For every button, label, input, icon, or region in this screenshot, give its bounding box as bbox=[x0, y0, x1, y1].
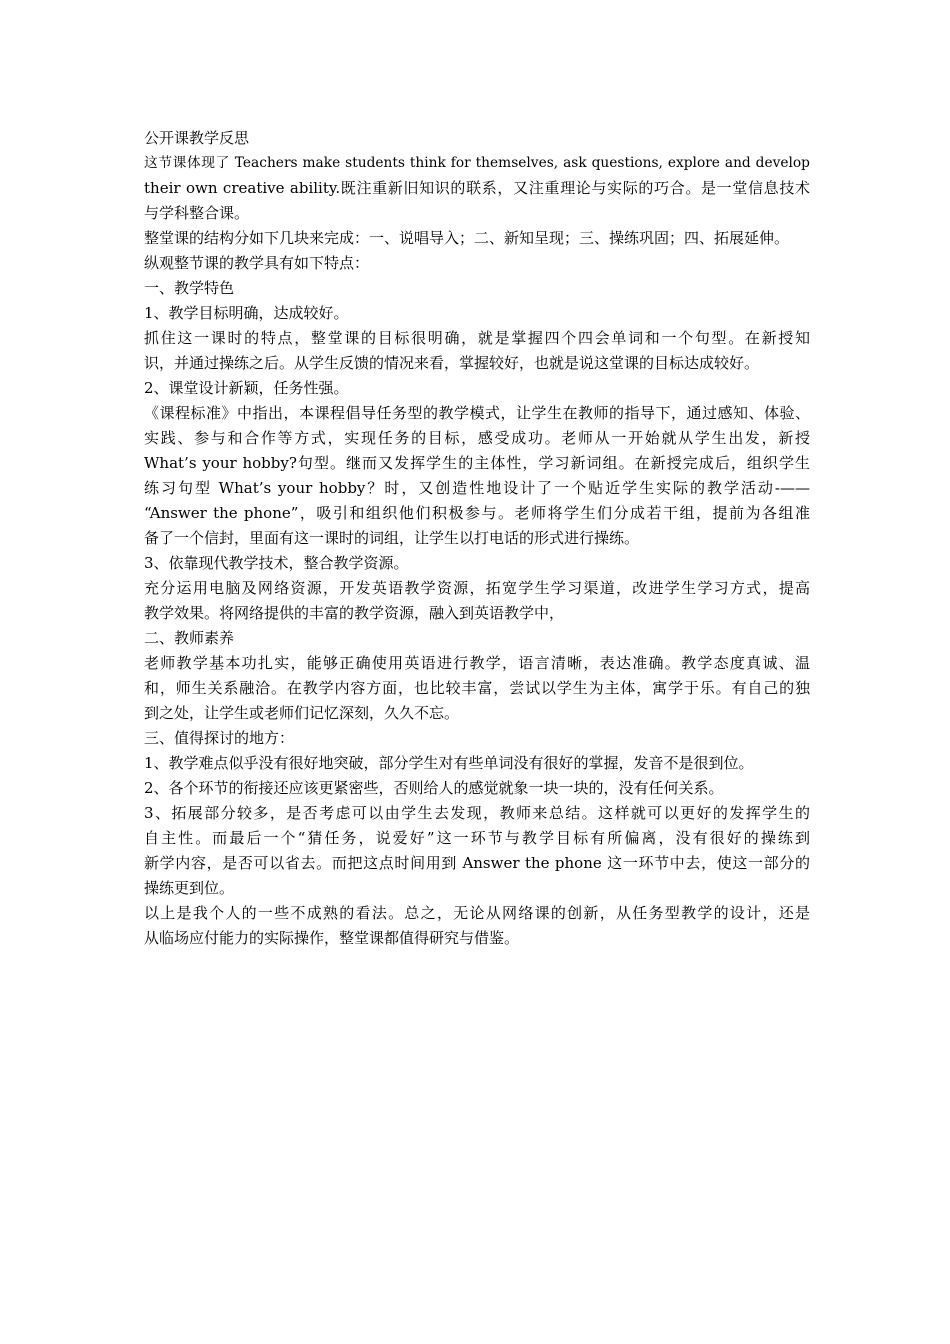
paragraph-line: 练习句型 What’s your hobby？时，又创造性地设计了一个贴近学生实际的教学活动-—— bbox=[144, 479, 810, 497]
paragraph-line: 以上是我个人的一些不成熟的看法。总之，无论从网络课的创新，从任务型教学的设计，还是 bbox=[144, 904, 810, 922]
paragraph-line: 新学内容，是否可以省去。而把这点时间用到 Answer the phone 这一环节中去，使这一部分的 bbox=[144, 854, 810, 872]
paragraph-line: 与学科整合课。 bbox=[144, 204, 250, 222]
paragraph-line: 抓住这一课时的特点，整堂课的目标很明确，就是掌握四个四会单词和一个句型。在新授知 bbox=[144, 329, 810, 347]
paragraph-line: 纵观整节课的教学具有如下特点： bbox=[144, 254, 370, 272]
paragraph-line: 这节课体现了 Teachers make students think for themselves, ask questions, explore and develop bbox=[144, 155, 810, 171]
paragraph-line: 实践、参与和合作等方式，实现任务的目标，感受成功。老师从一开始就从学生出发，新授 bbox=[144, 429, 810, 447]
document-title: 公开课教学反思 bbox=[144, 129, 250, 147]
paragraph-line: “Answer the phone”，吸引和组织他们积极参与。老师将学生们分成若干组，提前为各组准 bbox=[144, 504, 810, 522]
paragraph-line: 识，并通过操练之后。从学生反馈的情况来看，掌握较好，也就是说这堂课的目标达成较好。 bbox=[144, 354, 760, 372]
paragraph-line: 充分运用电脑及网络资源，开发英语教学资源，拓宽学生学习渠道，改进学生学习方式，提高 bbox=[144, 579, 810, 597]
subsection-heading: 1、教学目标明确，达成较好。 bbox=[144, 304, 349, 322]
list-item: 2、各个环节的衔接还应该更紧密些，否则给人的感觉就象一块一块的，没有任何关系。 bbox=[144, 779, 724, 797]
paragraph-line: 和，师生关系融洽。在教学内容方面，也比较丰富，尝试以学生为主体，寓学于乐。有自己的独 bbox=[144, 679, 810, 697]
paragraph-line: their own creative ability.既注重新旧知识的联系，又注重理论与实际的巧合。是一堂信息技术 bbox=[144, 179, 810, 197]
list-item: 1、教学难点似乎没有很好地突破，部分学生对有些单词没有很好的掌握，发音不是很到位。 bbox=[144, 754, 754, 772]
section-heading: 二、教师素养 bbox=[144, 629, 235, 647]
paragraph-line: 教学效果。将网络提供的丰富的教学资源，融入到英语教学中， bbox=[144, 604, 565, 622]
paragraph-line: 备了一个信封，里面有这一课时的词组，让学生以打电话的形式进行操练。 bbox=[144, 529, 640, 547]
list-item: 3、拓展部分较多，是否考虑可以由学生去发现，教师来总结。这样就可以更好的发挥学生的 bbox=[144, 804, 810, 822]
subsection-heading: 2、课堂设计新颖，任务性强。 bbox=[144, 379, 349, 397]
section-heading: 三、值得探讨的地方： bbox=[144, 729, 295, 747]
document-body bbox=[144, 126, 810, 951]
section-heading: 一、教学特色 bbox=[144, 279, 235, 297]
paragraph-line: 到之处，让学生或老师们记忆深刻，久久不忘。 bbox=[144, 704, 460, 722]
paragraph-line: 老师教学基本功扎实，能够正确使用英语进行教学，语言清晰，表达准确。教学态度真诚、温 bbox=[144, 654, 810, 672]
paragraph-line: 《课程标准》中指出，本课程倡导任务型的教学模式，让学生在教师的指导下，通过感知、体验、 bbox=[144, 404, 810, 422]
paragraph-line: 整堂课的结构分如下几块来完成：一、说唱导入；二、新知呈现；三、操练巩固；四、拓展延伸。 bbox=[144, 229, 790, 247]
subsection-heading: 3、依靠现代教学技术，整合教学资源。 bbox=[144, 554, 409, 572]
paragraph-line: 操练更到位。 bbox=[144, 879, 235, 897]
paragraph-line: 自主性。而最后一个“猜任务，说爱好”这一环节与教学目标有所偏离，没有很好的操练到 bbox=[144, 829, 810, 847]
paragraph-line: 从临场应付能力的实际操作，整堂课都值得研究与借鉴。 bbox=[144, 929, 520, 947]
paragraph-line: What’s your hobby?句型。继而又发挥学生的主体性，学习新词组。在新授完成后，组织学生 bbox=[144, 454, 810, 472]
